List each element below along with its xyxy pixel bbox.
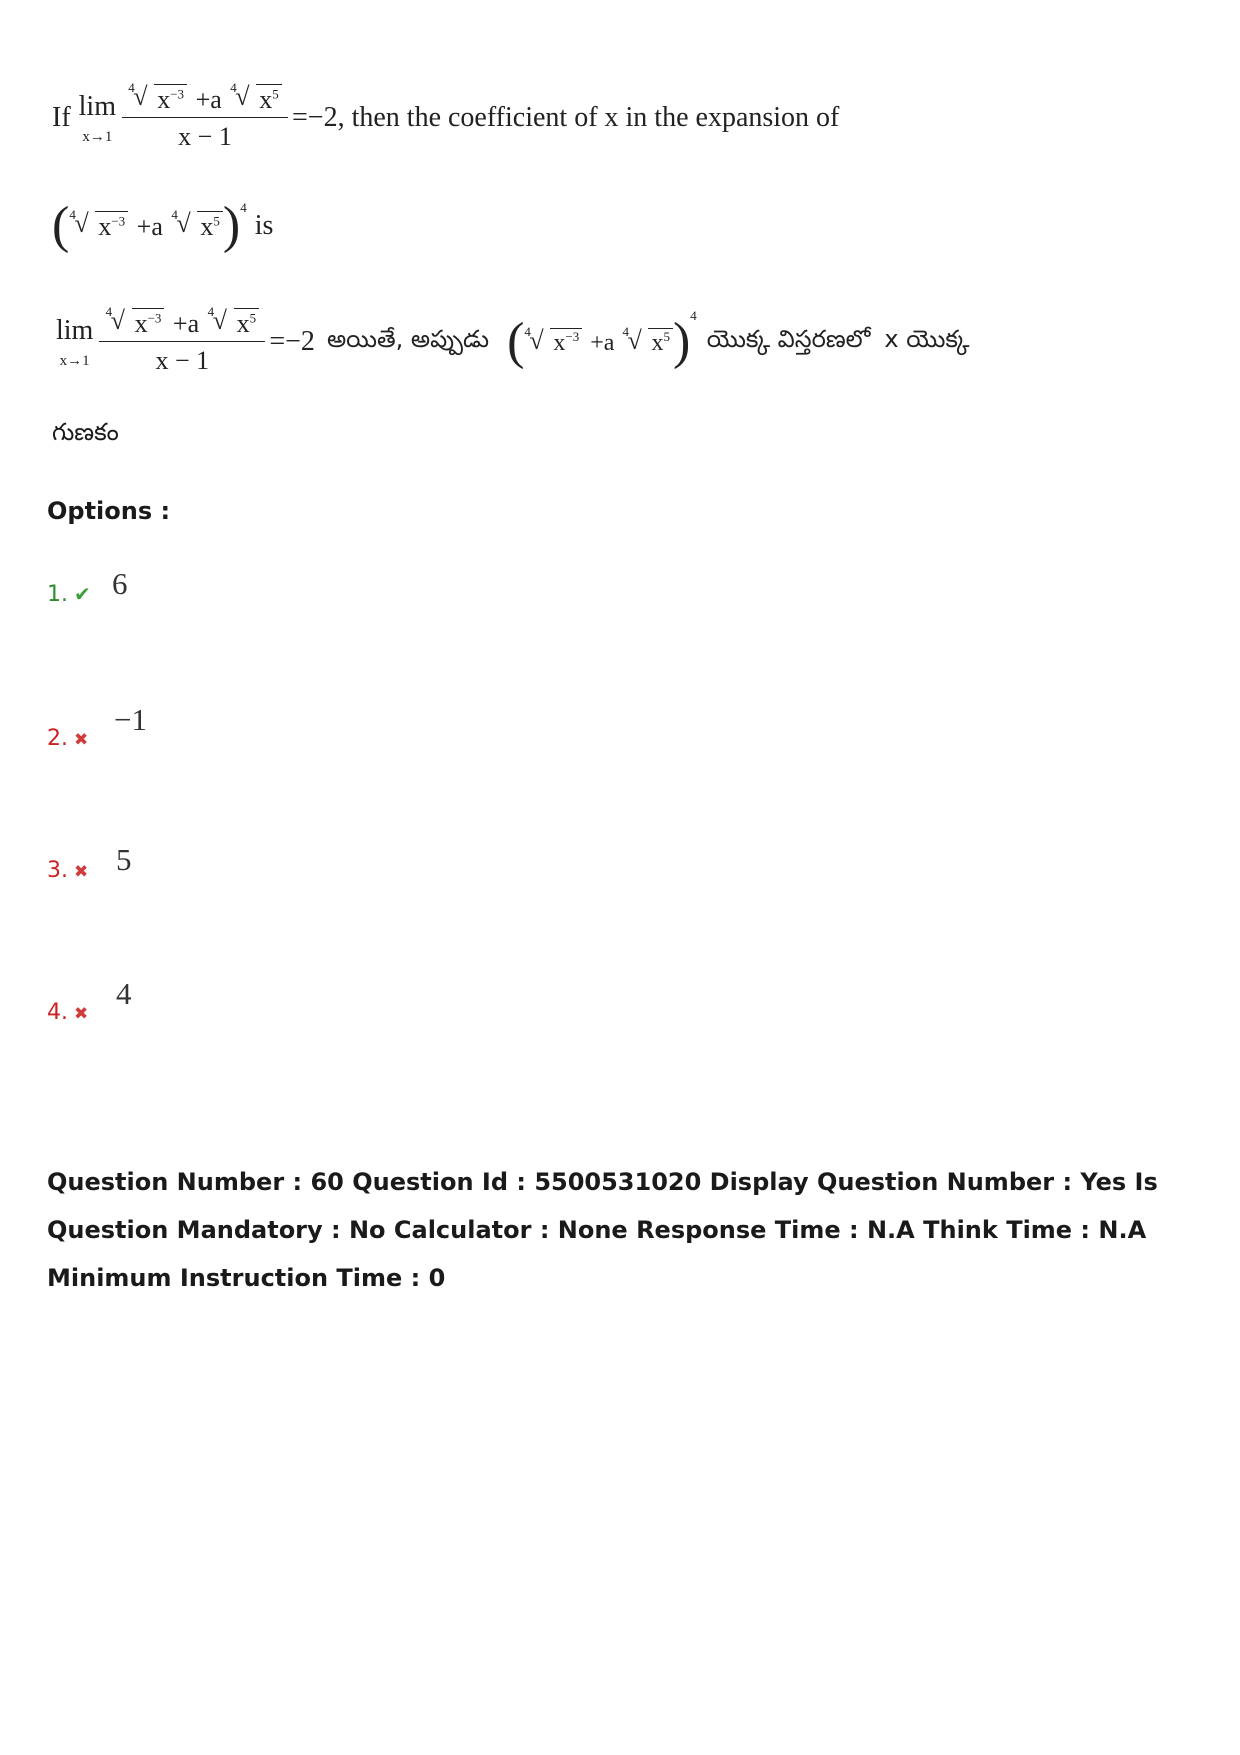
limit-operator-telugu: lim x→1 bbox=[56, 314, 94, 369]
question-meta: Question Number : 60 Question Id : 5500531020 Display Question Number : Yes Is Question Mandatory : No Calculator : None Response Time : N.A Think Time : N.A Minimum Instruction Time : 0 bbox=[47, 1168, 1158, 1292]
limit-operator: lim x→1 bbox=[78, 90, 116, 145]
telugu-text-2: యొక్క విస్తరణలో bbox=[706, 325, 871, 353]
question-suffix: , then the coefficient of x in the expansion of bbox=[337, 102, 840, 133]
option-1[interactable]: 1. ✔ bbox=[47, 582, 91, 607]
equals-value: =−2 bbox=[292, 102, 338, 133]
question-prefix: If bbox=[52, 102, 71, 133]
telugu-text-3: x యొక్క bbox=[884, 325, 970, 353]
option-3[interactable]: 3. ✖ bbox=[47, 858, 89, 883]
option-3-value: 5 bbox=[116, 842, 132, 877]
telugu-text-1: అయితే, అప్పుడు bbox=[326, 325, 490, 353]
option-4-value: 4 bbox=[116, 976, 132, 1011]
option-4[interactable]: 4. ✖ bbox=[47, 1000, 89, 1025]
question-telugu-line1: lim x→1 4 √ $x^{-3} +a$ 4 √ $x^5$ x − 1 =−2 అయితే, అప్పుడు ( 4 √ $x^{-3} +a$ 4 √ $x^5$ ) $^4$ యొక్క విస్తరణలో x యొక్క bbox=[56, 304, 970, 375]
option-1-value: 6 bbox=[112, 566, 128, 601]
limit-fraction-telugu: 4 √ $x^{-3} +a$ 4 √ $x^5$ x − 1 bbox=[99, 308, 265, 376]
question-english-line2: ( 4 √ $x^{-3} +a$ 4 √ $x^5$ ) $^4$ is bbox=[52, 197, 274, 254]
cross-icon: ✖ bbox=[74, 862, 89, 882]
check-icon: ✔ bbox=[74, 582, 91, 606]
option-2-value: −1 bbox=[114, 702, 147, 737]
question-telugu-line2: గుణకం bbox=[52, 418, 119, 446]
question-english-line1 bbox=[52, 80, 840, 152]
limit-fraction: 4 √ $x^{-3} +a$ 4 √ $x^5$ x − 1 bbox=[122, 84, 288, 152]
option-2[interactable]: 2. ✖ bbox=[47, 726, 89, 751]
question-ending: is bbox=[254, 210, 274, 241]
cross-icon: ✖ bbox=[74, 730, 89, 750]
cross-icon: ✖ bbox=[74, 1004, 89, 1024]
options-title: Options : bbox=[47, 497, 171, 525]
